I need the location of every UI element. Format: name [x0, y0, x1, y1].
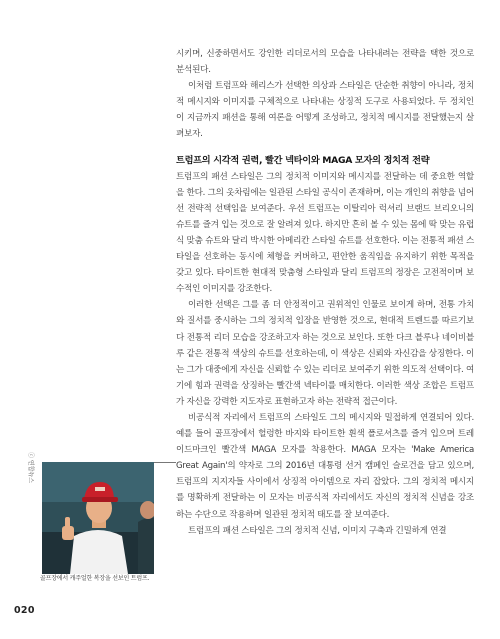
photo-credit: ⓒ 연합뉴스 — [27, 452, 34, 484]
paragraph: 트럼프의 패션 스타일은 그의 정치적 이미지와 메시지를 전달하는 데 중요한 역할을 한다. 그의 옷차림에는 일관된 스타일 공식이 존재하며, 이는 개인의 취향을 넘어선 전략적 선택임을 보여준다. 우선 트럼프는 이탈리아 럭셔리 브랜드 브리오니의 슈트를 즐겨 입는 것으로 잘 알려져 있다. 하지만 흔히 볼 수 있는 몸에 딱 맞는 유럽식 맞춤 슈트와 달리 박시한 아메리칸 스타일 슈트를 선호한다. 이는 전통적 패션 스타일을 선호하는 동시에 체형을 커버하고, 편안한 움직임을 유지하기 위한 목적을 갖고 있다. 타이트한 현대적 맞춤형 스타일과 달리 트럼프의 정장은 고전적이며 보수적인 이미지를 강조한다. — [176, 171, 474, 295]
paragraph: 비공식적 자리에서 트럼프의 스타일도 그의 메시지와 밀접하게 연결되어 있다. 예를 들어 골프장에서 헐렁한 바지와 타이트한 흰색 폴로셔츠를 즐겨 입으며 트레이드마크인 빨간색 MAGA 모자를 착용한다. MAGA 모자는 'Make America Great Again'의 약자로 그의 2016년 대통령 선거 캠페인 슬로건을 담고 있으며, 트럼프의 지지자들 사이에서 상징적 아이템으로 자리 잡았다. 그의 정치적 메시지를 명확하게 전달하는 이 모자는 비공식적 자리에서도 자신의 정치적 신념을 강조하는 수단으로 작용하며 일관된 정치적 태도를 잘 보여준다. — [176, 412, 474, 520]
trump-golf-photo — [42, 462, 154, 574]
photo-illustration — [42, 462, 154, 574]
caption-connector-line — [154, 462, 176, 463]
paragraph: 이처럼 트럼프와 해리스가 선택한 의상과 스타일은 단순한 취향이 아니라, 정치적 메시지와 이미지를 구체적으로 나타내는 상징적 도구로 사용되었다. 두 정치인이 지금까지 패션을 통해 여론을 어떻게 조성하고, 정치적 메시지를 전달했는지 살펴보자. — [176, 81, 474, 140]
section-heading: 트럼프의 시각적 권력, 빨간 넥타이와 MAGA 모자의 정치적 전략 — [176, 154, 430, 166]
page-number: 020 — [14, 605, 35, 616]
paragraph: 시키며, 신중하면서도 강인한 리더로서의 모습을 나타내려는 전략을 택한 것으로 분석된다. — [176, 49, 474, 76]
photo-caption: 골프장에서 캐주얼한 복장을 선보인 트럼프. — [40, 575, 150, 582]
paragraph: 트럼프의 패션 스타일은 그의 정치적 신념, 이미지 구축과 긴밀하게 연결 — [188, 525, 447, 536]
paragraph: 이러한 선택은 그를 좀 더 안정적이고 권위적인 인물로 보이게 하며, 전통 가치와 질서를 중시하는 그의 정치적 입장을 반영한 것으로, 현대적 트렌드를 따르기보다 전통적 리더 모습을 강조하고자 하는 것으로 보인다. 또한 다크 블루나 네이비블루 같은 전통적 색상의 슈트를 선호하는데, 이 색상은 신뢰와 자신감을 상징한다. 이는 그가 대중에게 자신을 신뢰할 수 있는 리더로 보여주기 위한 의도적 선택이다. 여기에 힘과 권력을 상징하는 빨간색 넥타이를 매치한다. 이러한 색상 조합은 트럼프가 자신을 강력한 지도자로 표현하고자 하는 전략적 접근이다. — [176, 300, 474, 407]
main-text-column — [176, 46, 474, 539]
